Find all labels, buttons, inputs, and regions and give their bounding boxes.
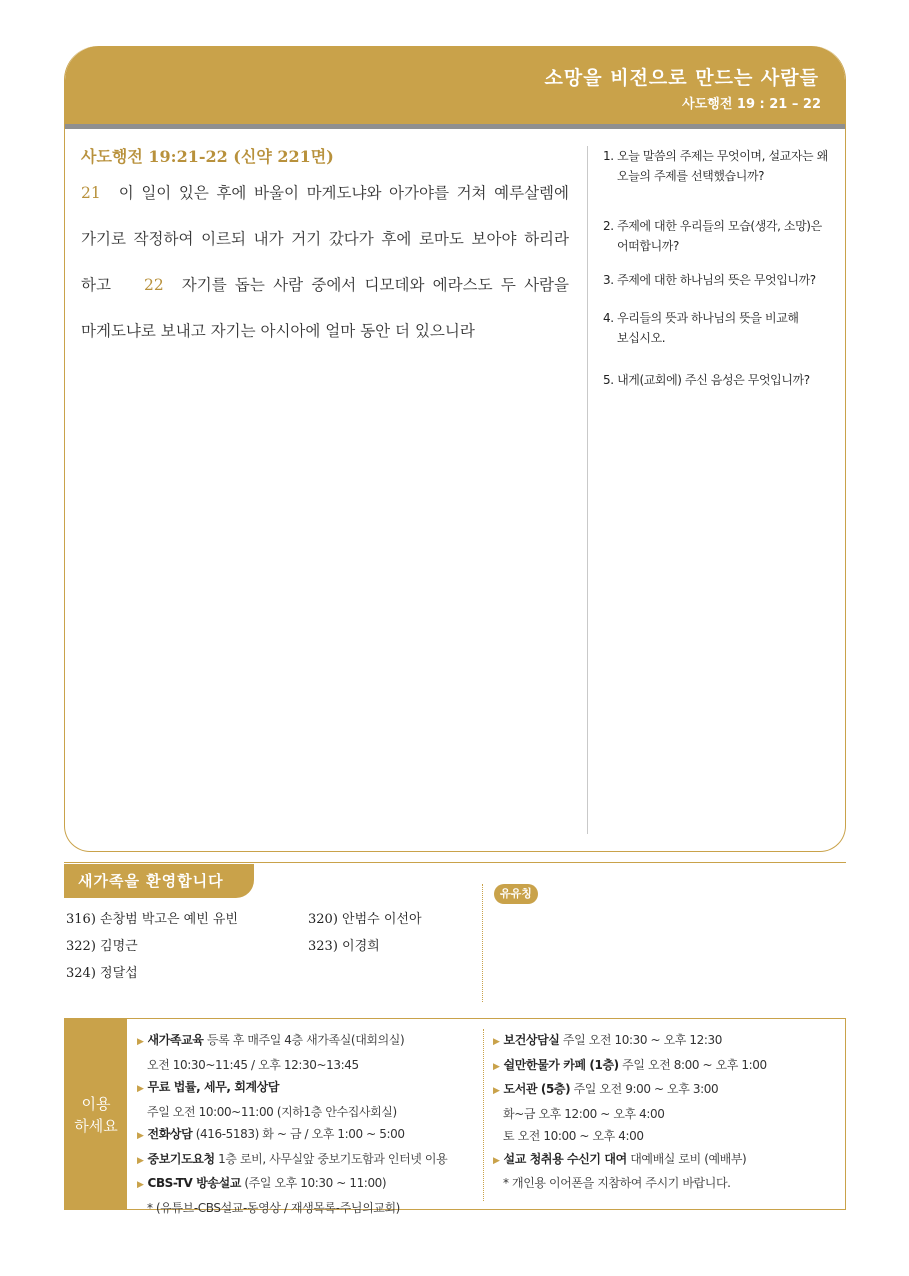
facility-name: 무료 법률, 세무, 회계상담 xyxy=(147,1080,280,1094)
facility-item xyxy=(137,1076,447,1101)
facility-detail: (416-5183) 화 ~ 금 / 오후 1:00 ~ 5:00 xyxy=(192,1127,405,1141)
bullet-triangle-icon: ▶ xyxy=(493,1061,500,1072)
facility-item xyxy=(137,1123,447,1148)
facility-item xyxy=(137,1101,447,1124)
facility-item xyxy=(493,1125,767,1148)
family-entry: 322) 김명근 xyxy=(66,939,138,954)
facility-name: 보건상담실 xyxy=(503,1033,560,1047)
discussion-questions xyxy=(603,146,831,390)
family-entry: 316) 손창범 박고은 예빈 유빈 xyxy=(66,912,238,927)
facility-item xyxy=(493,1172,767,1195)
facility-item xyxy=(493,1148,767,1173)
facility-name: 설교 청취용 수신기 대여 xyxy=(503,1151,627,1166)
facility-name: CBS-TV 방송설교 xyxy=(147,1176,241,1190)
facility-item xyxy=(137,1172,447,1197)
sermon-card xyxy=(64,46,846,852)
facility-detail: 주일 오전 10:30 ~ 오후 12:30 xyxy=(559,1033,722,1047)
family-entry: 320) 안범수 이선아 xyxy=(308,912,422,927)
section-divider xyxy=(64,862,846,863)
facility-item xyxy=(493,1054,767,1079)
family-entry: 323) 이경희 xyxy=(308,939,380,954)
bullet-triangle-icon: ▶ xyxy=(137,1131,144,1141)
dotted-divider xyxy=(482,884,483,1002)
verse-text: 자기를 돕는 사람 중에서 디모데와 에라스도 두 사람을 마게도냐로 보내고 자기는 아시아에 얼마 동안 더 있으니라 xyxy=(81,276,569,340)
bullet-triangle-icon: ▶ xyxy=(493,1155,500,1166)
facility-item xyxy=(493,1078,767,1103)
facility-detail: 등록 후 매주일 4층 새가족실(대회의실) xyxy=(203,1033,405,1047)
question-item: 2. 주제에 대한 우리들의 모습(생각, 소망)은 어떠합니까? xyxy=(603,219,822,253)
facilities-label-line: 이용 xyxy=(81,1095,111,1113)
sermon-title: 소망을 비전으로 만드는 사람들 xyxy=(544,67,819,89)
list-item xyxy=(66,933,466,960)
facility-detail: 주일 오전 9:00 ~ 오후 3:00 xyxy=(570,1082,719,1096)
facility-name: 새가족교육 xyxy=(147,1033,204,1047)
card-header xyxy=(65,46,845,124)
facility-detail: 오전 10:30~11:45 / 오후 12:30~13:45 xyxy=(147,1057,359,1072)
facility-name: 쉴만한물가 카페 (1층) xyxy=(503,1057,619,1072)
facility-detail: * 개인용 이어폰을 지참하여 주시기 바랍니다. xyxy=(503,1176,731,1190)
facility-name: 중보기도요청 xyxy=(147,1151,215,1166)
facility-item xyxy=(137,1054,447,1077)
bullet-triangle-icon: ▶ xyxy=(137,1180,144,1190)
sermon-reference: 사도행전 19 : 21 – 22 xyxy=(682,97,821,112)
new-family-list xyxy=(66,906,466,987)
facility-detail: 주일 오전 10:00~11:00 (지하1층 안수집사회실) xyxy=(147,1104,397,1119)
bullet-triangle-icon: ▶ xyxy=(493,1086,500,1096)
passage-reference: 사도행전 19:21-22 (신약 221면) xyxy=(81,147,334,166)
facility-item xyxy=(137,1029,447,1054)
question-item: 5. 내게(교회에) 주신 음성은 무엇입니까? xyxy=(603,373,810,387)
facility-detail: 토 오전 10:00 ~ 오후 4:00 xyxy=(503,1129,644,1143)
facilities-box xyxy=(64,1018,846,1215)
header-strip xyxy=(65,124,845,129)
bullet-triangle-icon: ▶ xyxy=(137,1084,144,1094)
verse-text: 이 일이 있은 후에 바울이 마게도냐와 아가야를 거쳐 예루살렘에 가기로 작정하여 이르되 내가 거기 갔다가 후에 로마도 보아야 하리라 하고 xyxy=(81,184,569,294)
new-family-title: 새가족을 환영합니다 xyxy=(64,864,254,898)
facility-detail: 대예배실 로비 (예배부) xyxy=(626,1151,747,1166)
facility-detail: 1층 로비, 사무실앞 중보기도함과 인터넷 이용 xyxy=(214,1151,448,1166)
list-item xyxy=(66,960,466,987)
facilities-label xyxy=(65,1019,127,1209)
question-item: 4. 우리들의 뜻과 하나님의 뜻을 비교해 보십시오. xyxy=(603,311,799,345)
facilities-label-line: 하세요 xyxy=(74,1117,118,1135)
facility-item xyxy=(137,1148,447,1173)
verse-number: 21 xyxy=(81,184,101,202)
facilities-right-column xyxy=(493,1029,767,1195)
verse-number: 22 xyxy=(144,276,164,294)
bullet-triangle-icon: ▶ xyxy=(137,1037,144,1047)
facility-item xyxy=(493,1029,767,1054)
bullet-triangle-icon: ▶ xyxy=(493,1037,500,1047)
family-entry: 324) 정달섭 xyxy=(66,966,138,981)
list-item xyxy=(66,906,466,933)
facility-detail: (주일 오후 10:30 ~ 11:00) xyxy=(240,1176,387,1190)
column-divider xyxy=(587,146,588,834)
question-item: 3. 주제에 대한 하나님의 뜻은 무엇입니까? xyxy=(603,273,816,287)
nursery-badge: 유유칭 xyxy=(494,884,538,904)
facility-item xyxy=(137,1197,447,1220)
bullet-triangle-icon: ▶ xyxy=(137,1155,144,1166)
facility-name: 전화상담 xyxy=(147,1127,193,1141)
facility-name: 도서관 (5층) xyxy=(503,1082,571,1096)
facility-detail: 주일 오전 8:00 ~ 오후 1:00 xyxy=(618,1057,767,1072)
dotted-divider xyxy=(483,1029,484,1201)
scripture-passage xyxy=(81,170,569,354)
facility-detail: 화~금 오후 12:00 ~ 오후 4:00 xyxy=(503,1106,665,1121)
facilities-left-column xyxy=(137,1029,447,1219)
facility-item xyxy=(493,1103,767,1126)
question-item: 1. 오늘 말씀의 주제는 무엇이며, 설교자는 왜 오늘의 주제를 선택했습니까? xyxy=(603,149,828,183)
facility-detail: * (유튜브-CBS설교-동영상 / 재생목록-주님의교회) xyxy=(147,1200,400,1215)
